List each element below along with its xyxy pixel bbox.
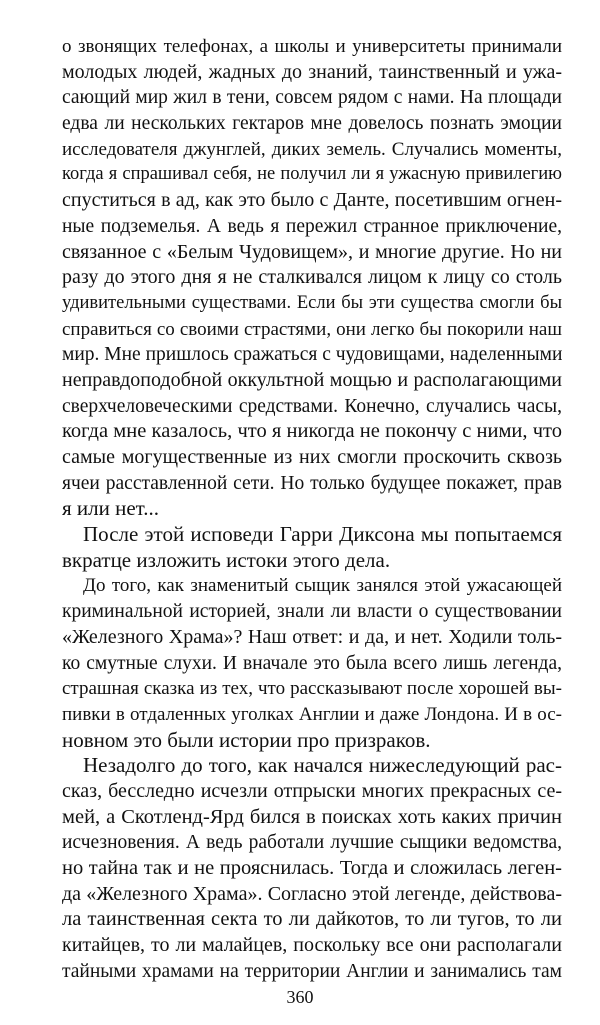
text-line: После этой исповеди Гарри Диксона мы попытаемся <box>83 522 562 547</box>
text-line: разу до этого дня я не сталкивался лицом к лицу со столь <box>62 266 562 289</box>
text-line: «Железного Храма»? Наш ответ: и да, и нет. Ходили толь- <box>62 625 562 648</box>
text-line: неправдоподобной оккультной мощью и располагающими <box>62 368 562 391</box>
text-line: когда мне казалось, что я никогда не покончу с ними, что <box>62 420 562 443</box>
text-line: До того, как знаменитый сыщик занялся этой ужасающей <box>83 575 562 597</box>
text-line: едва ли нескольких гектаров мне довелось познать эмоции <box>62 113 562 135</box>
page-text <box>62 34 562 984</box>
text-line: ко смутные слухи. И вначале это была всего лишь легенда, <box>62 652 562 674</box>
text-line: самые могущественные из них смогли проскочить сквозь <box>62 446 562 468</box>
text-line: справиться со своими страстями, они легко бы покорили наш <box>62 318 562 340</box>
text-line: о звонящих телефонах, а школы и университеты принимали <box>62 36 562 57</box>
page-number: 360 <box>286 987 314 1007</box>
text-line: пивки в отдаленных уголках Англии и даже Лондона. И в ос- <box>62 703 562 725</box>
text-line: я или нет... <box>62 496 160 521</box>
text-line: страшная сказка из тех, что рассказывают после хорошей вы- <box>62 678 562 700</box>
text-line: сверхчеловеческими средствами. Конечно, случались часы, <box>62 395 562 417</box>
text-line: сказ, бесследно исчезли отпрыски многих прекрасных се- <box>62 779 562 802</box>
text-line: Незадолго до того, как начался нижеследующий рас- <box>83 753 562 778</box>
text-line: удивительными существами. Если бы эти существа смогли бы <box>62 292 562 313</box>
text-line: спуститься в ад, как это было с Данте, посетившим огнен- <box>62 189 562 212</box>
text-line: ные подземелья. А ведь я пережил странное приключение, <box>62 215 562 237</box>
text-line: новном это были истории про призраков. <box>62 727 431 752</box>
text-line: но тайна так и не прояснилась. Тогда и сложилась леген- <box>62 857 562 879</box>
text-line: вкратце изложить истоки этого дела. <box>62 547 391 572</box>
text-line: молодых людей, жадных до знаний, таинственный и ужа- <box>62 60 562 83</box>
text-line: криминальной историей, знали ли власти о существовании <box>62 601 562 623</box>
text-line: да «Железного Храма». Согласно этой легенде, действова- <box>62 882 562 905</box>
text-line: сающий мир жил в тени, совсем рядом с нами. На площади <box>62 87 562 109</box>
text-line: тайными храмами на территории Англии и занимались там <box>62 960 562 982</box>
text-line: ячеи расставленной сети. Но только будущее покажет, прав <box>62 472 562 494</box>
text-line: китайцев, то ли малайцев, поскольку все они располагали <box>62 934 562 957</box>
text-line: исчезновения. А ведь работали лучшие сыщики ведомства, <box>62 832 562 854</box>
text-line: ла таинственная секта то ли дайкотов, то ли тугов, то ли <box>62 908 562 931</box>
text-line: мей, а Скотленд-Ярд бился в поисках хоть каких причин <box>62 805 562 828</box>
text-line: связанное с «Белым Чудовищем», и многие другие. Но ни <box>62 240 562 263</box>
text-line: когда я спрашивал себя, не получил ли я ужасную привилегию <box>62 164 562 185</box>
text-line: исследователя джунглей, диких земель. Случались моменты, <box>62 138 562 160</box>
text-line: мир. Мне пришлось сражаться с чудовищами, наделенными <box>62 344 563 366</box>
